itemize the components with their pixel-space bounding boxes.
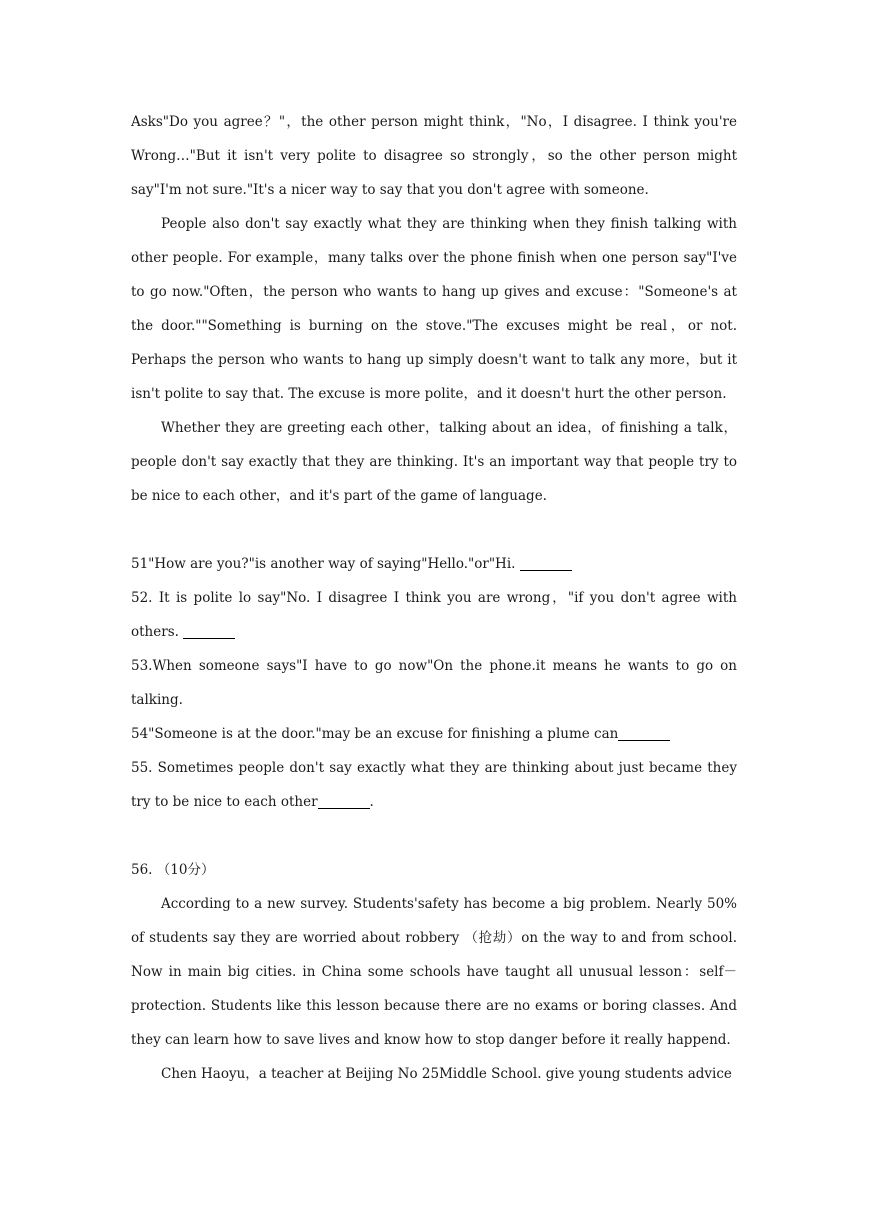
spacer [131, 513, 737, 547]
passage-paragraph-3: Whether they are greeting each other，talking about an idea，of finishing a talk，people don't say exactly that they are thinking. It's an important way that people try to be nice to each other，and it's part of the game of language. [131, 420, 737, 504]
spacer [131, 819, 737, 853]
question-51-text: 51"How are you?"is another way of saying"Hello."or"Hi. [131, 556, 516, 572]
question-53 [131, 649, 737, 717]
answer-blank-54[interactable] [618, 727, 670, 742]
question-52-text: 52. It is polite lo say"No. I disagree I think you are wrong，"if you don't agree with others. [131, 590, 737, 640]
question-51 [131, 547, 737, 581]
question-52 [131, 581, 737, 649]
question-55-text: 55. Sometimes people don't say exactly what they are thinking about just became they try to be nice to each other [131, 760, 737, 810]
section-56-heading: 56. （10分） [131, 862, 215, 878]
answer-blank-52[interactable] [183, 625, 235, 640]
question-55 [131, 751, 737, 819]
passage-paragraph-1: Asks"Do you agree？"，the other person might think，"No，I disagree. I think you're Wrong…"But it isn't very polite to disagree so strongly，so the other person might say"I'm not sure."It's a nicer way to say that you don't agree with someone. [131, 114, 737, 198]
document-page [131, 105, 737, 1091]
question-55-end: . [369, 794, 374, 810]
question-54 [131, 717, 737, 751]
section-56-paragraph-2: Chen Haoyu，a teacher at Beijing No 25Middle School. give young students advice [161, 1066, 732, 1082]
question-54-text: 54"Someone is at the door."may be an excuse for finishing a plume can [131, 726, 619, 742]
section-56-paragraph-1: According to a new survey. Students'safety has become a big problem. Nearly 50% of students say they are worried about robbery （抢劫）on the way to and from school. Now in main big cities. in China some schools have taught all unusual lesson：self－protection. Students like this lesson because there are no exams or boring classes. And they can learn how to save lives and know how to stop danger before it really happend. [131, 896, 737, 1048]
answer-blank-55[interactable] [318, 795, 370, 810]
answer-blank-51[interactable] [520, 557, 572, 572]
passage-paragraph-2: People also don't say exactly what they are thinking when they finish talking with other people. For example，many talks over the phone finish when one person say"I've to go now."Often，the person who wants to hang up gives and excuse："Someone's at the door.""Something is burning on the stove."The excuses might be real，or not. Perhaps the person who wants to hang up simply doesn't want to talk any more，but it isn't polite to say that. The excuse is more polite，and it doesn't hurt the other person. [131, 216, 737, 402]
question-53-text: 53.When someone says"I have to go now"On the phone.it means he wants to go on talking. [131, 658, 737, 708]
